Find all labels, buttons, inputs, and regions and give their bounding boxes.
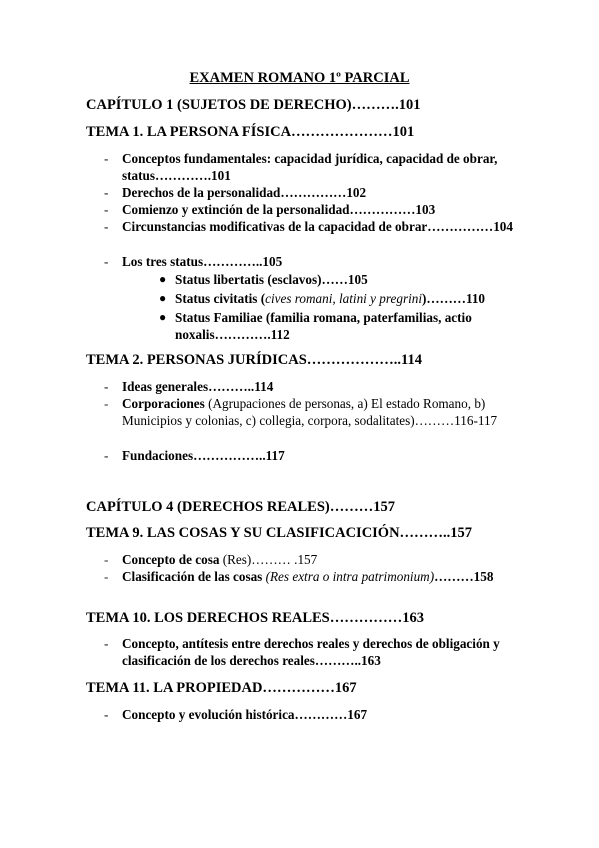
chapter-4-heading: CAPÍTULO 4 (DERECHOS REALES)………157 <box>86 499 395 515</box>
dash-bullet: - <box>104 185 109 200</box>
list-item: - Concepto y evolución histórica…………167 <box>104 707 368 722</box>
list-item: - Comienzo y extinción de la personalidad……………103 <box>104 202 436 217</box>
status-item: ● Status civitatis (cives romani, latini y pregrini)………110 <box>159 291 486 306</box>
list-item: - Corporaciones (Agrupaciones de personas, a) El estado Romano, b) Municipios y colonias, c) collegia, corpora, sodalitates)………116-117 <box>104 396 498 428</box>
list-item: - Clasificación de las cosas (Res extra o intra patrimonium)………158 <box>104 569 494 584</box>
list-item: - Concepto, antítesis entre derechos reales y derechos de obligación y clasificación de los derechos reales………..163 <box>104 636 500 668</box>
list-item: - Concepto de cosa (Res)……… .157 <box>104 552 318 567</box>
dash-bullet: - <box>104 202 109 217</box>
status-item: ● Status Familiae (familia romana, paterfamilias, actio noxalis………….112 <box>159 310 472 342</box>
tema-11-heading: TEMA 11. LA PROPIEDAD……………167 <box>86 680 357 696</box>
tema-9-heading: TEMA 9. LAS COSAS Y SU CLASIFICACICIÓN………..157 <box>86 525 473 541</box>
dash-bullet: - <box>104 254 109 269</box>
tema-10-heading: TEMA 10. LOS DERECHOS REALES……………163 <box>86 610 424 626</box>
dash-bullet: - <box>104 636 109 651</box>
dash-bullet: - <box>104 219 109 234</box>
dash-bullet: - <box>104 396 109 411</box>
dash-bullet: - <box>104 569 109 584</box>
dash-bullet: - <box>104 707 109 722</box>
bullet-icon: ● <box>159 291 167 305</box>
dash-bullet: - <box>104 379 109 394</box>
chapter-1-heading: CAPÍTULO 1 (SUJETOS DE DERECHO)……….101 <box>86 97 421 113</box>
list-item: - Circunstancias modificativas de la capacidad de obrar……………104 <box>104 219 513 234</box>
list-item: - Ideas generales………..114 <box>104 379 274 394</box>
list-item: - Derechos de la personalidad……………102 <box>104 185 367 200</box>
dash-bullet: - <box>104 151 109 166</box>
list-item: - Los tres status…………..105 <box>104 254 283 269</box>
tema-1-heading: TEMA 1. LA PERSONA FÍSICA…………………101 <box>86 124 415 140</box>
dash-bullet: - <box>104 448 109 463</box>
list-item: - Conceptos fundamentales: capacidad jurídica, capacidad de obrar, status………….101 <box>104 151 498 183</box>
dash-bullet: - <box>104 552 109 567</box>
status-item: ● Status libertatis (esclavos)……105 <box>159 272 368 287</box>
bullet-icon: ● <box>159 272 167 286</box>
list-item: - Fundaciones……………..117 <box>104 448 285 463</box>
bullet-icon: ● <box>159 310 167 324</box>
tema-2-heading: TEMA 2. PERSONAS JURÍDICAS………………..114 <box>86 352 422 368</box>
document-title: EXAMEN ROMANO 1º PARCIAL <box>189 70 410 86</box>
